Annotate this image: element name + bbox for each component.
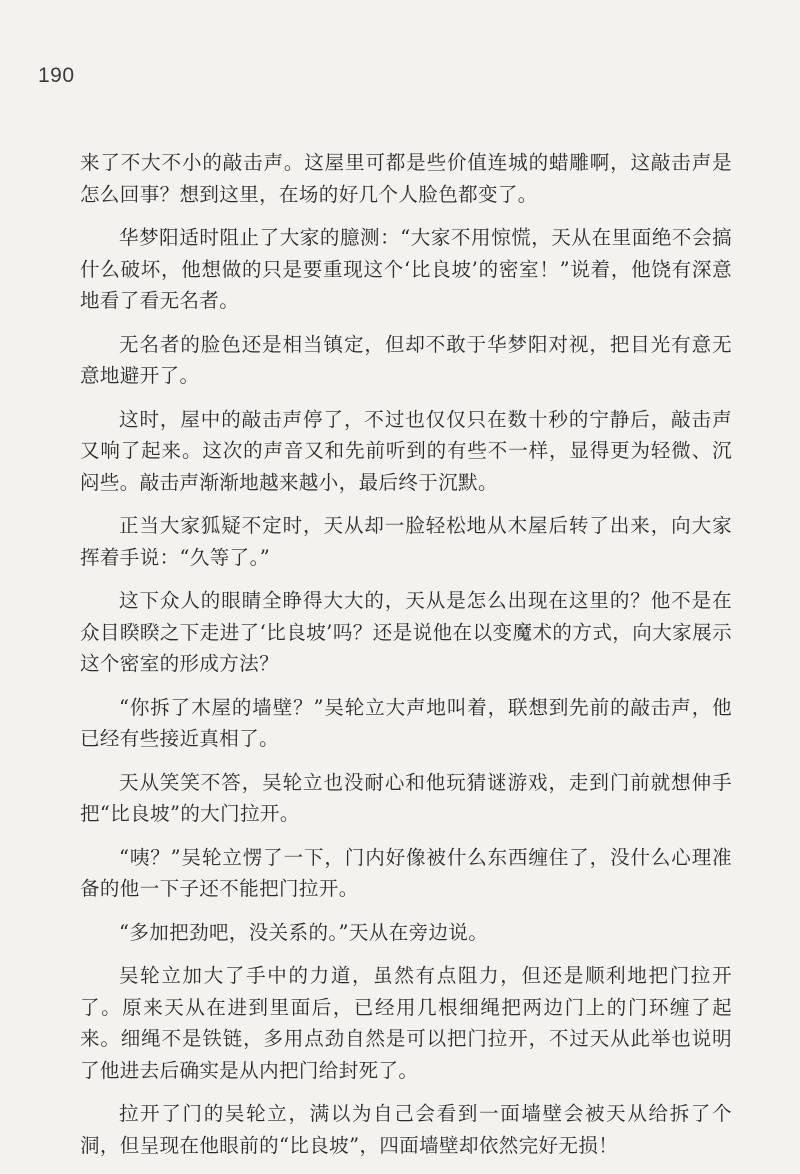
page-number: 190 [38,64,75,87]
paragraph: 这时，屋中的敲击声停了，不过也仅仅只在数十秒的宁静后，敲击声又响了起来。这次的声音又和先前听到的有些不一样，显得更为轻微、沉闷些。敲击声渐渐地越来越小，最后终于沉默。 [80,407,732,494]
paragraph: 拉开了门的吴轮立，满以为自己会看到一面墙壁会被天从给拆了个洞，但呈现在他眼前的“比良坡”，四面墙壁却依然完好无损！ [80,1102,732,1157]
paragraph: 华梦阳适时阻止了大家的臆测：“大家不用惊慌，天从在里面绝不会搞什么破坏，他想做的只是要重现这个‘比良坡’的密室！”说着，他饶有深意地看了看无名者。 [80,226,732,312]
paragraph: 无名者的脸色还是相当镇定，但却不敢于华梦阳对视，把目光有意无意地避开了。 [80,332,732,387]
paragraph: 来了不大不小的敲击声。这屋里可都是些价值连城的蜡雕啊，这敲击声是怎么回事？想到这里，在场的好几个人脸色都变了。 [80,151,732,206]
paragraph: “你拆了木屋的墙壁？”吴轮立大声地叫着，联想到先前的敲击声，他已经有些接近真相了。 [80,695,732,750]
paragraph: 这下众人的眼睛全睁得大大的，天从是怎么出现在这里的？他不是在众目睽睽之下走进了‘比良坡’吗？还是说他在以变魔术的方式，向大家展示这个密室的形成方法？ [80,589,732,675]
paragraph: “咦？”吴轮立愣了一下，门内好像被什么东西缠住了，没什么心理准备的他一下子还不能把门拉开。 [80,845,732,900]
paragraph: 正当大家狐疑不定时，天从却一脸轻松地从木屋后转了出来，向大家挥着手说：“久等了。” [80,514,732,569]
paragraph: 吴轮立加大了手中的力道，虽然有点阻力，但还是顺利地把门拉开了。原来天从在进到里面后，已经用几根细绳把两边门上的门环缠了起来。细绳不是铁链，多用点劲自然是可以把门拉开，不过天从此举也说明了他进去后确实是从内把门给封死了。 [80,964,732,1082]
paragraph: 天从笑笑不答，吴轮立也没耐心和他玩猜谜游戏，走到门前就想伸手把“比良坡”的大门拉开。 [80,770,732,825]
paragraph: “多加把劲吧，没关系的。”天从在旁边说。 [119,920,489,944]
body-text [80,147,732,1173]
